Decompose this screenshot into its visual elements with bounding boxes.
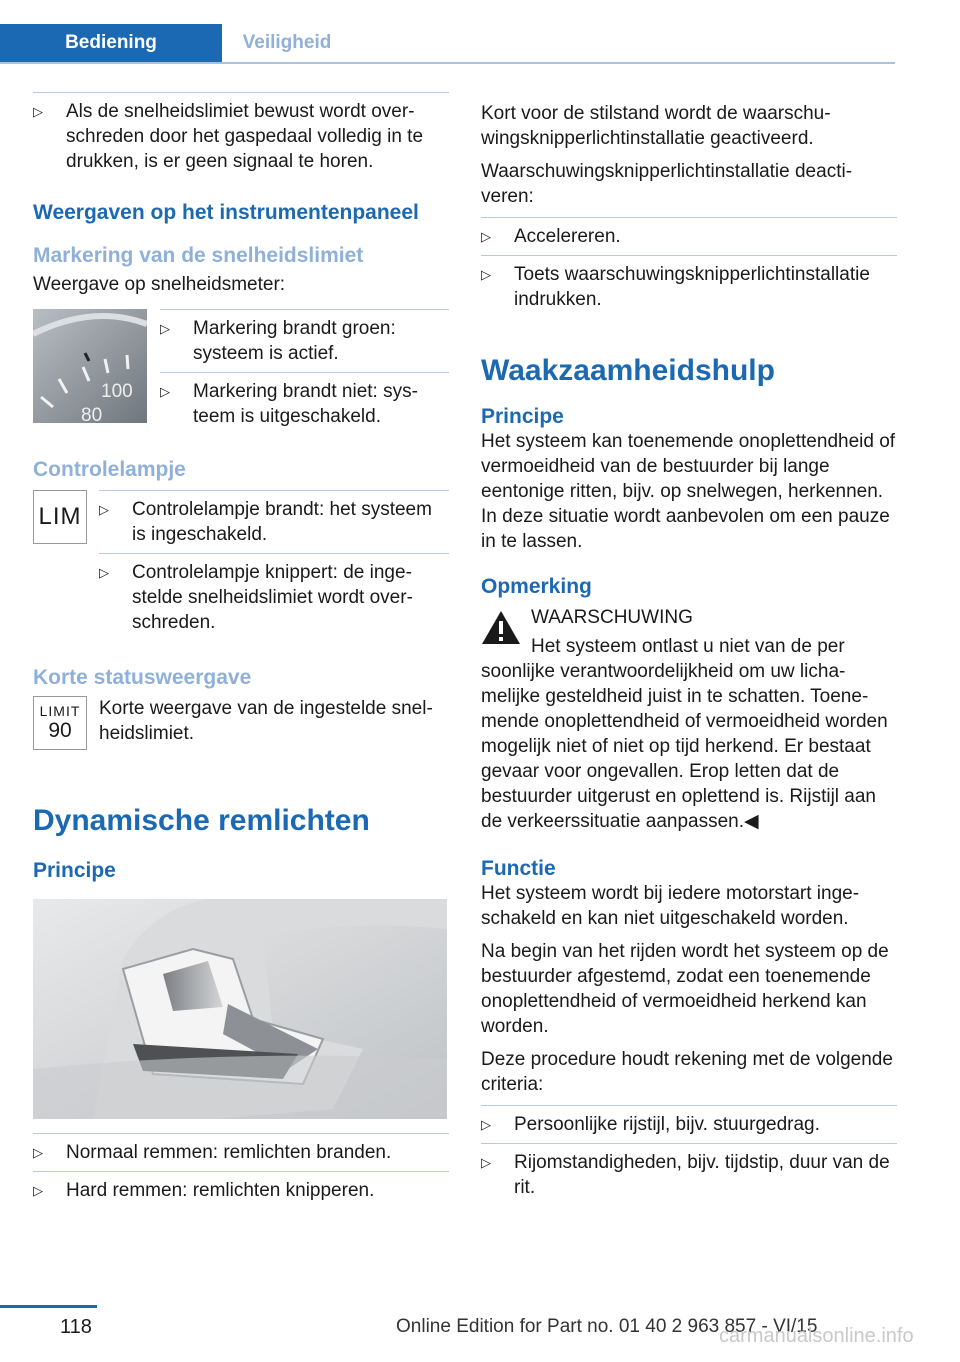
bullet-triangle-icon: ▷ xyxy=(481,229,491,244)
bullet-triangle-icon: ▷ xyxy=(481,267,491,282)
edition-footer: Online Edition for Part no. 01 40 2 963 857 - VI/15 xyxy=(396,1316,818,1337)
list-item-text: Persoonlijke rijstijl, bijv. stuurgedrag. xyxy=(514,1114,820,1135)
divider xyxy=(33,92,449,93)
list-item-text: Controlelampje brandt: het systeem is ingeschakeld. xyxy=(132,499,432,545)
lim-icon-text: LIM xyxy=(38,503,82,530)
bullet-triangle-icon: ▷ xyxy=(99,502,109,517)
lim-indicator-icon xyxy=(33,490,87,544)
limit-indicator-icon xyxy=(33,696,87,750)
list-item-text: Normaal remmen: remlichten branden. xyxy=(66,1142,392,1163)
divider xyxy=(481,217,897,218)
bullet-triangle-icon: ▷ xyxy=(33,1183,43,1198)
chapter-heading: Dynamische remlichten xyxy=(33,804,370,837)
right-column xyxy=(481,101,897,1200)
watermark: carmanualsonline.info xyxy=(719,1325,914,1347)
limit-icon-label: LIMIT xyxy=(39,703,81,719)
list-item-text: Rijomstandigheden, bijv. tijdstip, duur van de rit. xyxy=(514,1152,890,1198)
divider xyxy=(99,553,449,554)
list-item xyxy=(33,1178,449,1203)
paragraph: Na begin van het rijden wordt het systeem op de bestuurder afgestemd, zodat een toenemende onoplettendheid of vermoeidheid herkend kan worden. xyxy=(481,941,889,1037)
bullet-triangle-icon: ▷ xyxy=(481,1155,491,1170)
paragraph: Kort voor de stilstand wordt de waarschuwingsknipperlichtinstallatie geactiveerd. xyxy=(481,103,831,149)
paragraph: Weergave op snelheidsmeter: xyxy=(33,274,286,295)
list-item-text: Controlelampje knippert: de ingestelde snelheidslimiet wordt overschreden. xyxy=(132,562,413,633)
bullet-triangle-icon: ▷ xyxy=(160,321,170,336)
paragraph: Deze procedure houdt rekening met de volgende criteria: xyxy=(481,1049,893,1095)
list-item xyxy=(99,497,449,547)
list-item xyxy=(481,1150,897,1200)
warning-triangle-svg xyxy=(481,609,521,645)
list-item-text: Toets waarschuwingsknipperlichtinstallatie indrukken. xyxy=(514,264,870,310)
paragraph: Waarschuwingsknipperlichtinstallatie deactiveren: xyxy=(481,161,853,207)
speedometer-figure xyxy=(33,309,449,429)
list-item xyxy=(99,560,449,635)
tab-veiligheid[interactable]: Veiligheid xyxy=(242,32,332,53)
list-item xyxy=(33,99,449,174)
list-item-text: Accelereren. xyxy=(514,226,621,247)
list-item-text: Hard remmen: remlichten knipperen. xyxy=(66,1180,375,1201)
brake-light-image xyxy=(33,899,447,1119)
divider xyxy=(33,1171,449,1172)
paragraph: Het systeem wordt bij iedere motorstart ingeschakeld en kan niet uitgeschakeld worden. xyxy=(481,883,860,929)
list-item-text: Als de snelheidslimiet bewust wordt overschreden door het gaspedaal volledig in te drukken, is er geen signaal te horen. xyxy=(66,101,424,172)
subsection-heading: Controlelampje xyxy=(33,458,186,481)
section-heading: Functie xyxy=(481,857,556,880)
list-item xyxy=(160,316,449,366)
speedo-number: 100 xyxy=(101,381,133,402)
paragraph: Korte weergave van de ingestelde snelheidslimiet. xyxy=(99,698,433,744)
list-item xyxy=(481,262,897,312)
divider xyxy=(160,372,449,373)
warning-label: WAARSCHUWING xyxy=(531,607,693,628)
list-item-text: Markering brandt groen: systeem is actief. xyxy=(193,318,396,364)
section-heading: Principe xyxy=(481,405,564,428)
list-item xyxy=(481,224,897,249)
markering-list xyxy=(147,309,449,429)
speedo-number: 80 xyxy=(81,405,103,423)
warning-text-first-line: Het systeem ontlast u niet van de per xyxy=(531,636,845,657)
limit-icon-value: 90 xyxy=(48,719,72,742)
left-column xyxy=(33,92,449,1203)
warning-text: soonlijke verantwoordelijkheid om uw lichamelijke gesteldheid juist in te schatten. Toenemende onoplettendheid of vermoeidheid worden mogelijk niet of niet op tijd herkend. Er bestaat gevaar voor ongevallen. Erop letten dat de bestuurder uitgerust en oplettend is. Rijstijl aan de verkeerssituatie aanpassen.◀ xyxy=(481,661,888,832)
paragraph: Het systeem kan toenemende onoplettendheid of vermoeidheid van de bestuurder bij lange eentonige ritten, bijv. op snelwegen, herkennen. In deze situatie wordt aanbevolen om een pauze in te lassen. xyxy=(481,431,896,552)
divider xyxy=(33,1133,449,1134)
divider xyxy=(99,490,449,491)
section-heading: Opmerking xyxy=(481,575,592,598)
section-heading: Weergaven op het instrumentenpaneel xyxy=(33,201,419,224)
controle-list xyxy=(87,490,449,635)
divider xyxy=(481,1105,897,1106)
speedometer-image xyxy=(33,309,147,423)
subsection-heading: Markering van de snelheidslimiet xyxy=(33,244,364,267)
controlelampje-figure xyxy=(33,490,449,635)
list-item xyxy=(160,379,449,429)
korte-status-figure xyxy=(33,696,449,754)
bullet-triangle-icon: ▷ xyxy=(33,1145,43,1160)
divider xyxy=(160,309,449,310)
page-number-rule xyxy=(0,1305,97,1308)
brake-light-illustration xyxy=(33,899,447,1119)
chapter-tabs xyxy=(0,24,895,64)
bullet-triangle-icon: ▷ xyxy=(481,1117,491,1132)
list-item xyxy=(481,1112,897,1137)
list-item-text: Markering brandt niet: systeem is uitgeschakeld. xyxy=(193,381,418,427)
subsection-heading: Korte statusweergave xyxy=(33,666,252,689)
section-heading: Principe xyxy=(33,859,116,882)
bullet-triangle-icon: ▷ xyxy=(99,565,109,580)
list-item xyxy=(33,1140,449,1165)
bullet-triangle-icon: ▷ xyxy=(33,104,43,119)
tab-bediening[interactable]: Bediening xyxy=(0,24,222,62)
chapter-heading: Waakzaamheidshulp xyxy=(481,354,775,387)
divider xyxy=(481,1143,897,1144)
bullet-triangle-icon: ▷ xyxy=(160,384,170,399)
page-number: 118 xyxy=(60,1316,92,1338)
divider xyxy=(481,255,897,256)
speedometer-illustration xyxy=(33,309,147,423)
warning-triangle-icon xyxy=(481,609,521,650)
warning-block xyxy=(481,605,897,659)
